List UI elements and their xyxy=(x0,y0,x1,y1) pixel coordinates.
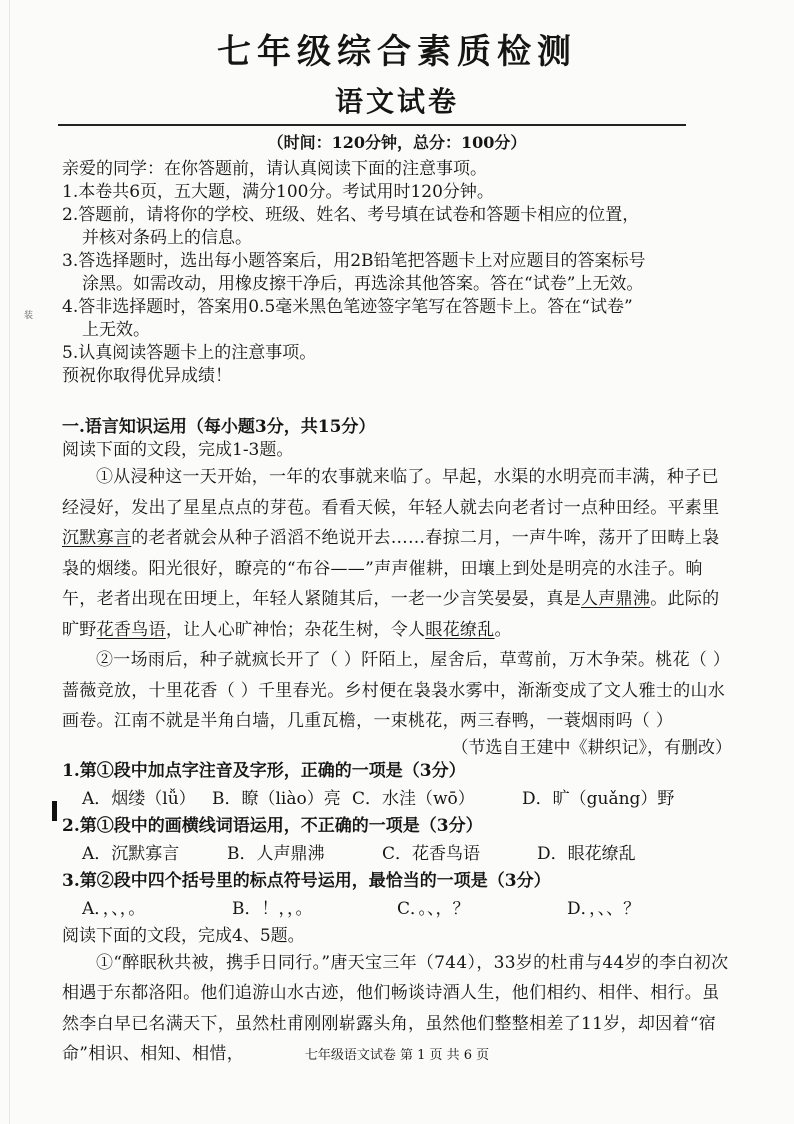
exam-body xyxy=(62,158,732,1070)
page-footer: 七年级语文试卷 第 1 页 共 6 页 xyxy=(304,1048,490,1063)
title-rule xyxy=(58,124,686,126)
binding-margin-mark: 装 xyxy=(24,311,34,321)
passage-source: （节选自王建中《耕织记》，有删改） xyxy=(451,737,732,758)
q1-option-a: A．烟缕（lǚ） xyxy=(82,788,196,809)
question-3-options xyxy=(62,893,732,925)
para1-text-2: 的老者就会从种子滔滔不绝说开去……春掠二月，一声牛哞，荡开了田畴上袅袅的烟缕。阳光很好，瞭亮的“布谷——”声声催耕，田壤上到处是明亮的水洼子。晌午，老者出现在田埂上，年轻人紧随其后，一老一少言笑晏晏，真是 xyxy=(62,528,720,609)
question-1-options xyxy=(62,783,732,815)
notice-item-5: 5.认真阅读答题卡上的注意事项。 xyxy=(62,343,317,363)
underlined-phrase-4: 眼花缭乱 xyxy=(425,619,495,640)
para1-text-3: 。此际的旷野 xyxy=(62,589,720,640)
notice-item-4: 4.答非选择题时，答案用0.5毫米黑色笔迹签字笔写在答题卡上。答在“试卷” xyxy=(62,297,633,317)
passage-paragraph-1 xyxy=(62,462,732,645)
q2-option-b: B．人声鼎沸 xyxy=(227,843,325,864)
para1-text-4: ，让人心旷神怡；杂花生树，令人 xyxy=(165,619,426,640)
question-2-options xyxy=(62,838,732,870)
underlined-phrase-1: 沉默寡言 xyxy=(62,528,132,548)
question-2-stem: 2.第①段中的画横线词语运用，不正确的一项是（3分） xyxy=(62,815,483,836)
q2-option-c: C．花香鸟语 xyxy=(382,843,481,864)
exam-subtitle: 语文试卷 xyxy=(334,85,459,118)
para1-text-5: 。 xyxy=(494,619,512,640)
reading-prompt-2: 阅读下面的文段，完成4、5题。 xyxy=(62,925,305,946)
q3-option-c: C．。、，？ xyxy=(397,898,470,919)
section-1-heading: 一.语言知识运用（每小题3分，共15分） xyxy=(62,417,376,437)
notice-item-3-cont: 涂黑。如需改动，用橡皮擦干净后，再选涂其他答案。答在“试卷”上无效。 xyxy=(82,274,644,294)
question-marker xyxy=(52,801,57,821)
notice-item-3: 3.答选择题时，选出每小题答案后，用2B铅笔把答题卡上对应题目的答案标号 xyxy=(62,251,646,271)
notice-item-1: 1.本卷共6页，五大题，满分100分。考试用时120分钟。 xyxy=(62,182,494,202)
reading-prompt-1: 阅读下面的文段，完成1-3题。 xyxy=(62,440,294,460)
q2-option-d: D．眼花缭乱 xyxy=(537,843,636,864)
q2-option-a: A．沉默寡言 xyxy=(82,843,180,864)
passage-paragraph-3: ①“醉眠秋共被，携手日同行。”唐天宝三年（744），33岁的杜甫与44岁的李白初次相遇于东都洛阳。他们追游山水古迹，他们畅谈诗酒人生，他们相约、相伴、相行。虽然李白早已名满天下，虽然杜甫刚刚崭露头角，虽然他们整整相差了11岁，却因着“宿命”相识、相知、相惜， xyxy=(62,952,729,1064)
notice-item-4-cont: 上无效。 xyxy=(82,320,150,340)
notice-wish: 预祝你取得优异成绩！ xyxy=(62,366,232,386)
q3-option-d: D．，、、？ xyxy=(567,898,641,919)
notice-intro: 亲爱的同学：在你答题前，请认真阅读下面的注意事项。 xyxy=(62,159,487,179)
passage-paragraph-2: ②一场雨后，种子就疯长开了（ ）阡陌上，屋舍后，草莺前，万木争荣。桃花（ ）蔷薇竞放，十里花香（ ）千里春光。乡村便在袅袅水雾中，渐渐变成了文人雅士的山水画卷。江南不就是半角白墙，几重瓦檐，一束桃花，两三春鸭，一蓑烟雨吗（ ） xyxy=(62,650,731,731)
notice-item-2: 2.答题前，请将你的学校、班级、姓名、考号填在试卷和答题卡相应的位置， xyxy=(62,205,640,225)
time-info: （时间：120分钟，总分：100分） xyxy=(267,133,527,152)
question-1-stem: 1.第①段中加点字注音及字形，正确的一项是（3分） xyxy=(62,760,466,781)
q1-option-c: C．水洼（wō） xyxy=(352,788,475,809)
q3-option-b: B．！，，。 xyxy=(232,898,313,919)
underlined-phrase-3: 花香鸟语 xyxy=(96,619,166,640)
q3-option-a: A．，、，。 xyxy=(82,898,146,919)
underlined-phrase-2: 人声鼎沸 xyxy=(581,589,651,609)
question-3-stem: 3.第②段中四个括号里的标点符号运用，最恰当的一项是（3分） xyxy=(62,870,551,891)
q1-option-d: D．旷（guǎng）野 xyxy=(522,788,675,809)
para1-text-1: ①从浸种这一天开始，一年的农事就来临了。早起，水渠的水明亮而丰满，种子已经浸好，发出了星星点点的芽苞。看看天候，年轻人就去向老者讨一点种田经。平素里 xyxy=(62,467,720,518)
exam-title: 七年级综合素质检测 xyxy=(217,32,577,72)
binding-margin-line xyxy=(9,0,10,1124)
notice-item-2-cont: 并核对条码上的信息。 xyxy=(82,228,252,248)
q1-option-b: B．瞭（liào）亮 xyxy=(212,788,341,809)
